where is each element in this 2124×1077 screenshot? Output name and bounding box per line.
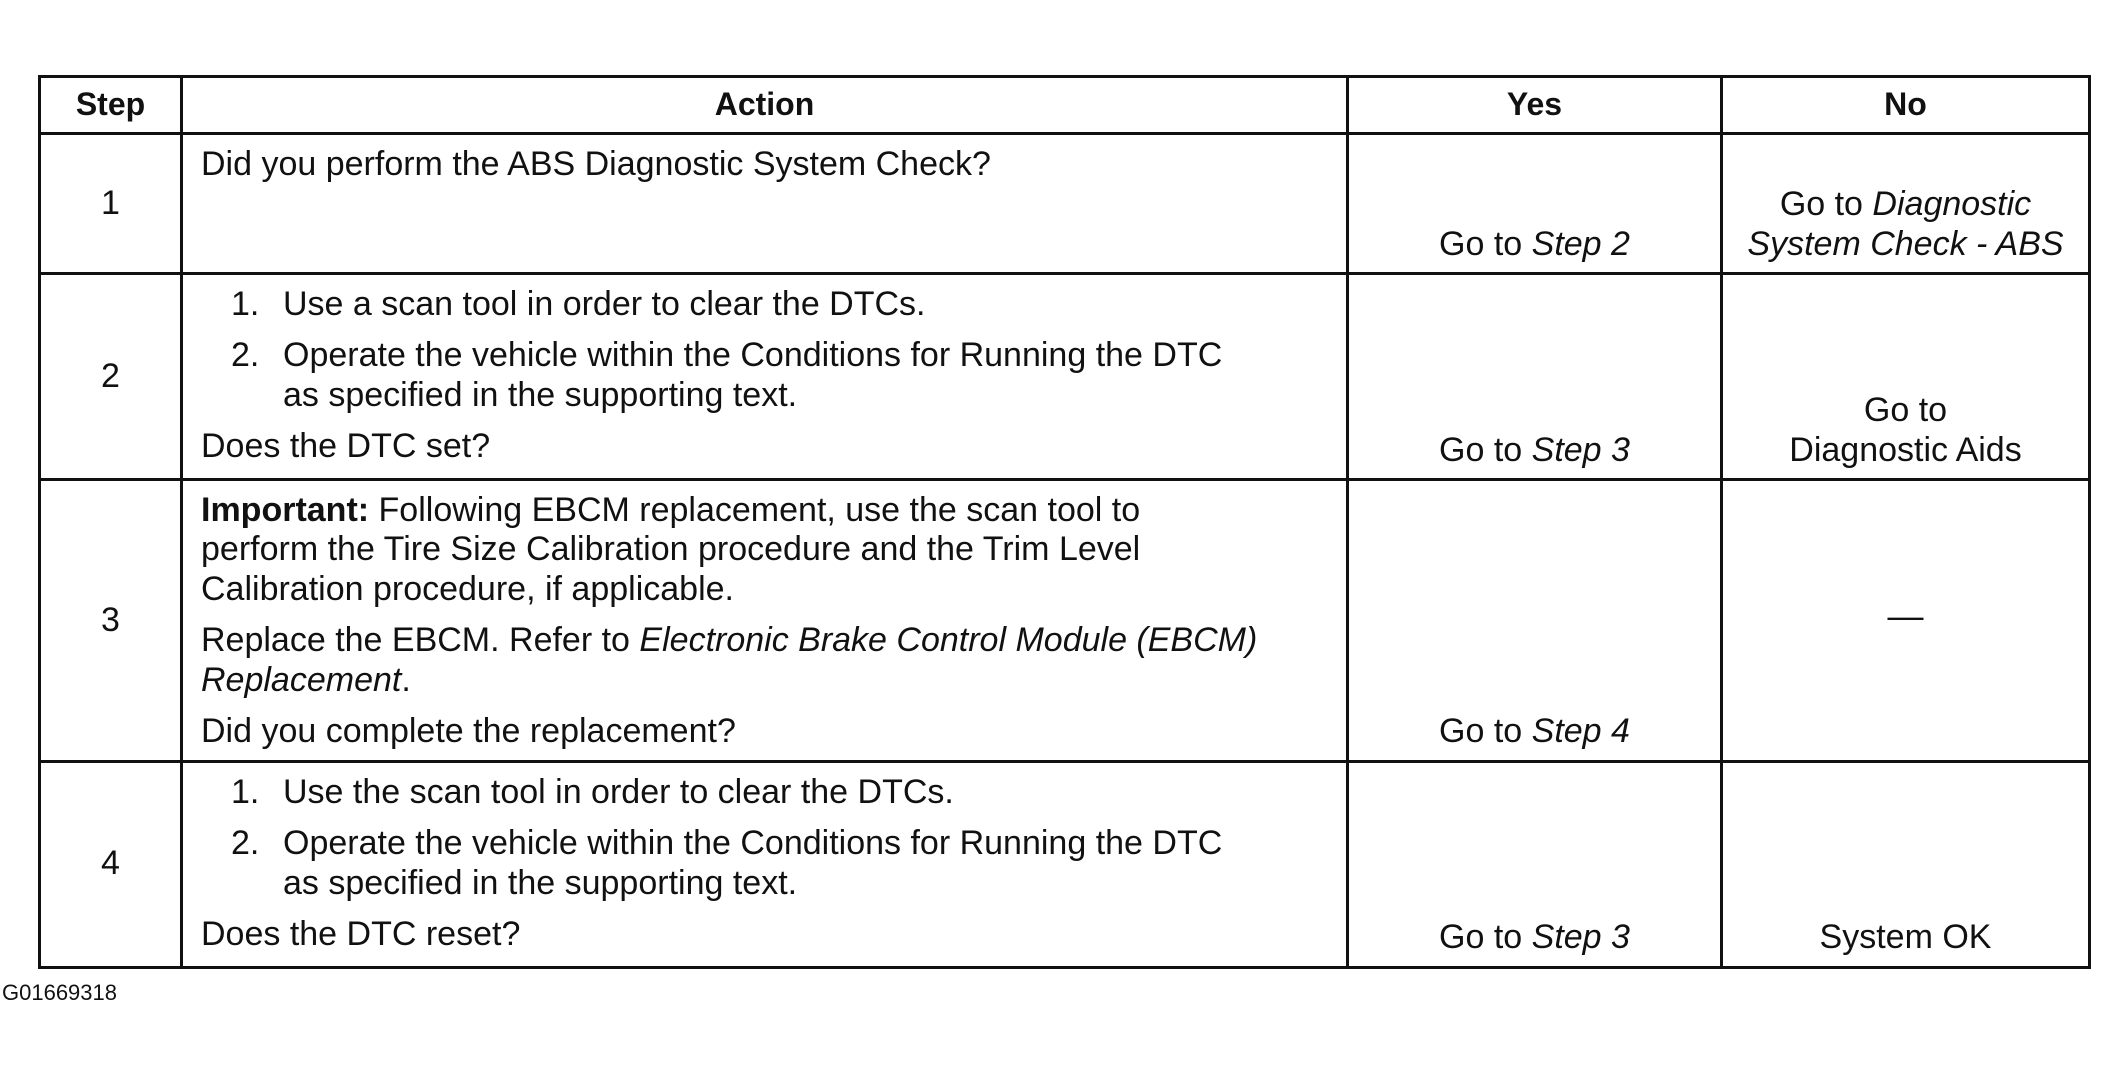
step-number: 1 [40, 134, 182, 274]
list-item-text: Operate the vehicle within the Conditions for Running the DTC [283, 824, 1223, 863]
yes-link[interactable]: Step 3 [1531, 918, 1630, 957]
replace-prefix: Replace the EBCM. Refer to [201, 621, 640, 660]
action-question: Did you perform the ABS Diagnostic System Check? [201, 145, 991, 183]
diagnostic-table [38, 75, 2091, 969]
table-row [40, 761, 2090, 967]
yes-prefix: Go to [1439, 712, 1532, 751]
action-cell [182, 761, 1348, 967]
replace-instruction [201, 621, 1330, 660]
replace-instruction-cont [201, 661, 1330, 700]
table-row [40, 274, 2090, 480]
list-item-number: 2. [231, 824, 260, 863]
list-item [201, 285, 1330, 324]
replace-suffix: . [401, 660, 411, 699]
yes-link[interactable]: Step 2 [1531, 224, 1630, 263]
action-question: Does the DTC set? [201, 427, 491, 466]
yes-cell [1348, 274, 1722, 480]
replace-link-b[interactable]: Replacement [201, 660, 402, 699]
header-action: Action [182, 77, 1348, 134]
step-number: 2 [40, 274, 182, 480]
replace-link-a[interactable]: Electronic Brake Control Module (EBCM) [639, 621, 1258, 660]
list-item-text-cont: as specified in the supporting text. [283, 863, 798, 902]
list-item-text: Operate the vehicle within the Conditions for Running the DTC [283, 336, 1223, 375]
no-link-a[interactable]: Diagnostic [1872, 185, 2032, 224]
table-row [40, 480, 2090, 762]
yes-prefix: Go to [1439, 430, 1532, 469]
important-text: Following EBCM replacement, use the scan tool to [369, 491, 1141, 529]
header-yes: Yes [1348, 77, 1722, 134]
yes-cell [1348, 134, 1722, 274]
list-item [201, 336, 1330, 415]
action-cell [182, 480, 1348, 762]
no-prefix: Go to [1779, 185, 1873, 224]
table-row [40, 134, 2090, 274]
yes-cell [1348, 480, 1722, 762]
no-line-b: Diagnostic Aids [1789, 430, 2022, 469]
yes-link[interactable]: Step 4 [1531, 712, 1630, 751]
no-link-b[interactable]: System Check - ABS [1747, 224, 2064, 263]
figure-id: G01669318 [2, 980, 117, 1005]
action-question: Does the DTC reset? [201, 914, 521, 953]
list-item-number: 1. [231, 285, 260, 323]
yes-link[interactable]: Step 3 [1531, 430, 1630, 469]
important-note [201, 491, 1330, 530]
action-cell [182, 134, 1348, 274]
action-question: Did you complete the replacement? [201, 712, 736, 751]
important-text-cont: perform the Tire Size Calibration procedure and the Trim Level [201, 530, 1141, 569]
important-text-cont: Calibration procedure, if applicable. [201, 569, 734, 608]
action-cell [182, 274, 1348, 480]
yes-prefix: Go to [1439, 918, 1532, 957]
yes-prefix: Go to [1439, 224, 1532, 263]
no-dash: — [1887, 595, 1924, 637]
important-label: Important: [201, 491, 370, 529]
no-line-a: Go to [1863, 391, 1948, 430]
list-item-number: 1. [231, 772, 260, 811]
yes-cell [1348, 761, 1722, 967]
list-item-number: 2. [231, 336, 260, 375]
list-item [201, 824, 1330, 903]
header-no: No [1722, 77, 2090, 134]
no-text: System OK [1819, 918, 1992, 957]
no-cell [1722, 274, 2090, 480]
action-steps-list [201, 285, 1330, 415]
action-steps-list [201, 773, 1330, 903]
no-cell [1722, 134, 2090, 274]
step-number: 3 [40, 480, 182, 762]
step-number: 4 [40, 761, 182, 967]
list-item [201, 773, 1330, 812]
no-cell [1722, 761, 2090, 967]
table-header-row [40, 77, 2090, 134]
list-item-text-cont: as specified in the supporting text. [283, 375, 798, 414]
header-step: Step [40, 77, 182, 134]
list-item-text: Use a scan tool in order to clear the DTCs. [283, 285, 926, 323]
no-cell [1722, 480, 2090, 762]
list-item-text: Use the scan tool in order to clear the DTCs. [283, 772, 954, 811]
